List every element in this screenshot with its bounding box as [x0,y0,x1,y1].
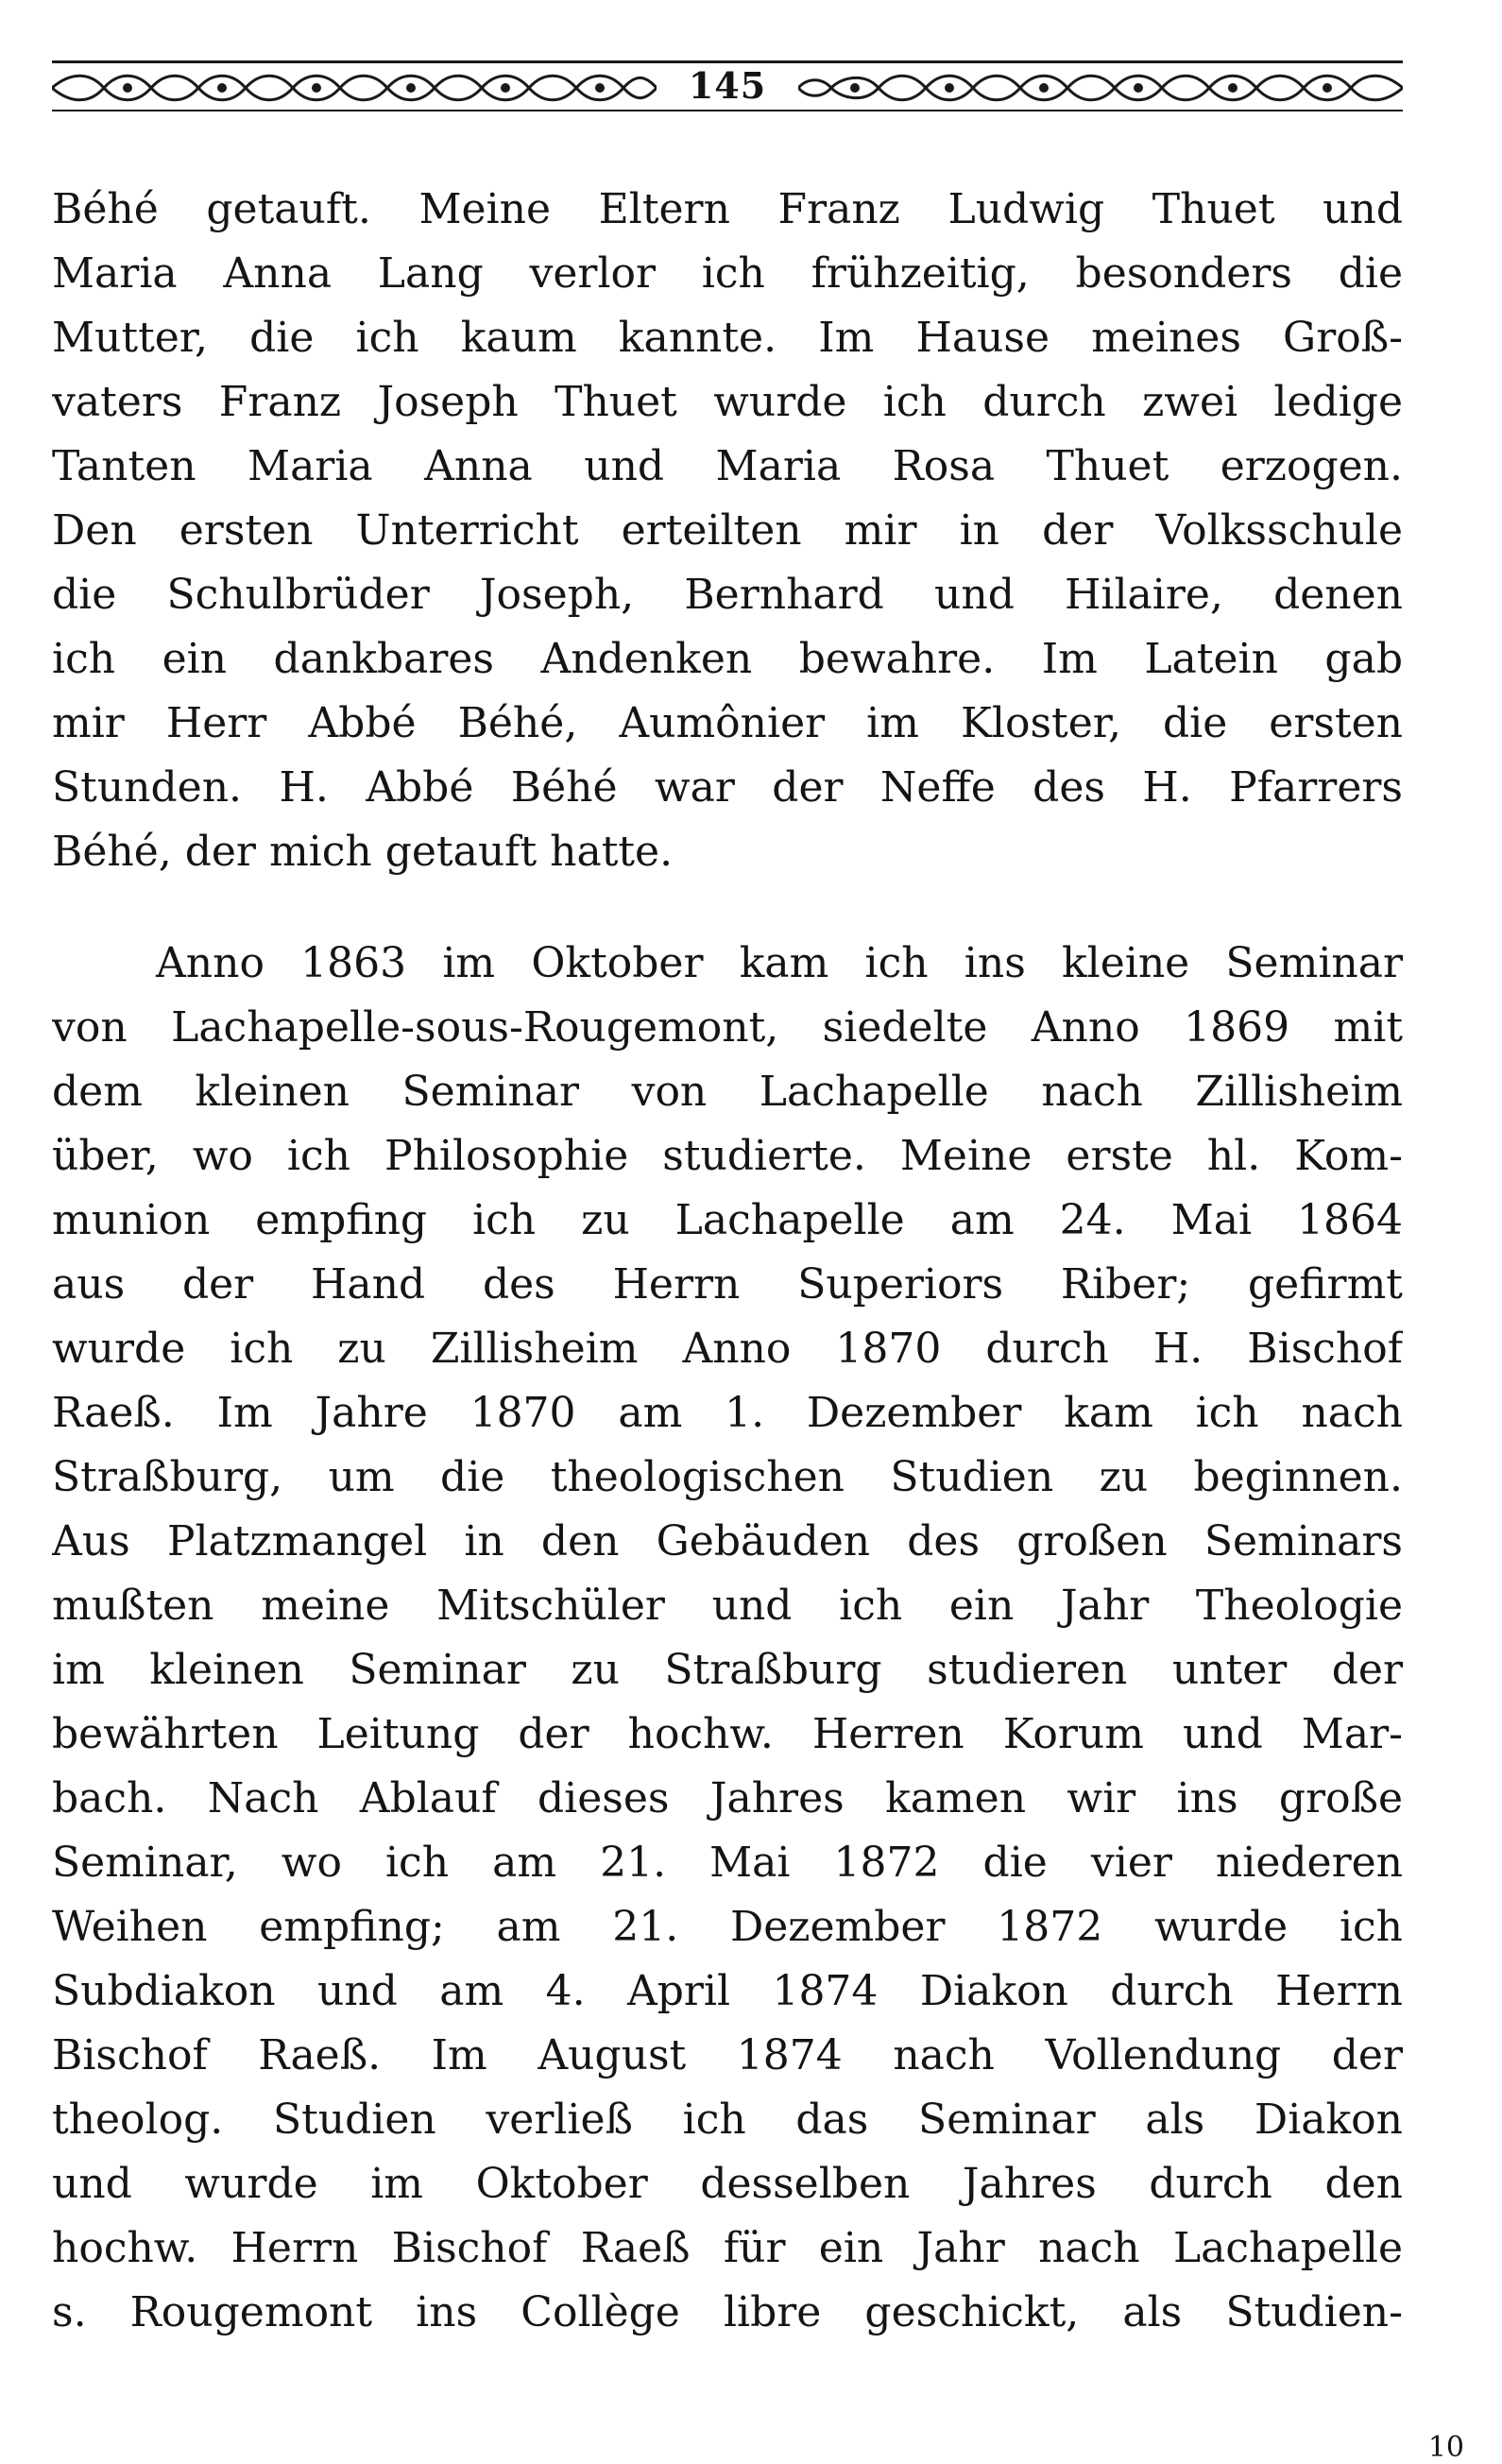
text-line: hochw. Herrn Bischof Raeß für ein Jahr nach Lachapelle [52,2224,1403,2272]
text-line: ich ein dankbares Andenken bewahre. Im Latein gab [52,635,1403,683]
text-line: Béhé getauft. Meine Eltern Franz Ludwig Thuet und [52,185,1403,233]
text-line: über, wo ich Philosophie studierte. Meine erste hl. Kom- [52,1132,1403,1180]
ornament-band-right [798,70,1403,106]
header-rule-bottom [52,110,1403,111]
text-line: s. Rougemont ins Collège libre geschickt, als Studien- [52,2288,1403,2336]
text-line: Bischof Raeß. Im August 1874 nach Vollendung der [52,2031,1403,2079]
text-line: Weihen empfing; am 21. Dezember 1872 wurde ich [52,1903,1403,1951]
text-line: Stunden. H. Abbé Béhé war der Neffe des H. Pfarrers [52,763,1403,812]
text-line: wurde ich zu Zillisheim Anno 1870 durch H. Bischof [52,1325,1403,1373]
text-line: Straßburg, um die theologischen Studien zu beginnen. [52,1453,1403,1501]
text-line: Mutter, die ich kaum kannte. Im Hause meines Groß- [52,314,1403,362]
signature-mark: 10 [1427,2431,1464,2464]
text-line: aus der Hand des Herrn Superiors Riber; gefirmt [52,1260,1403,1309]
text-line: Seminar, wo ich am 21. Mai 1872 die vier niederen [52,1839,1403,1887]
text-line: dem kleinen Seminar von Lachapelle nach Zillisheim [52,1068,1403,1116]
text-line: mußten meine Mitschüler und ich ein Jahr Theologie [52,1582,1403,1630]
text-line: Tanten Maria Anna und Maria Rosa Thuet erzogen. [52,442,1403,490]
header-rule-top [52,60,1403,63]
text-line: Béhé, der mich getauft hatte. [52,828,674,876]
ornament-band-left [52,70,657,106]
text-line: Maria Anna Lang verlor ich frühzeitig, besonders die [52,249,1403,298]
text-line: von Lachapelle-sous-Rougemont, siedelte Anno 1869 mit [52,1003,1403,1052]
text-line: vaters Franz Joseph Thuet wurde ich durch zwei ledige [52,378,1403,426]
text-line: und wurde im Oktober desselben Jahres durch den [52,2160,1403,2208]
text-line: bewährten Leitung der hochw. Herren Korum und Mar- [52,1710,1403,1758]
page-header [52,55,1403,121]
text-line: Subdiakon und am 4. April 1874 Diakon durch Herrn [52,1967,1403,2015]
text-line: im kleinen Seminar zu Straßburg studieren unter der [52,1646,1403,1694]
text-line: bach. Nach Ablauf dieses Jahres kamen wir ins große [52,1774,1403,1822]
text-line: die Schulbrüder Joseph, Bernhard und Hilaire, denen [52,571,1403,619]
paragraph-2 [52,932,1403,2345]
text-line: Raeß. Im Jahre 1870 am 1. Dezember kam ich nach [52,1389,1403,1437]
text-line: Den ersten Unterricht erteilten mir in der Volksschule [52,506,1403,555]
text-line: Anno 1863 im Oktober kam ich ins kleine Seminar [156,939,1403,987]
text-line: theolog. Studien verließ ich das Seminar als Diakon [52,2096,1403,2144]
paragraph-1 [52,178,1403,884]
text-line: munion empfing ich zu Lachapelle am 24. Mai 1864 [52,1196,1403,1244]
text-line: mir Herr Abbé Béhé, Aumônier im Kloster, die ersten [52,699,1403,747]
page-number: 145 [688,64,767,107]
text-line: Aus Platzmangel in den Gebäuden des großen Seminars [52,1517,1403,1566]
